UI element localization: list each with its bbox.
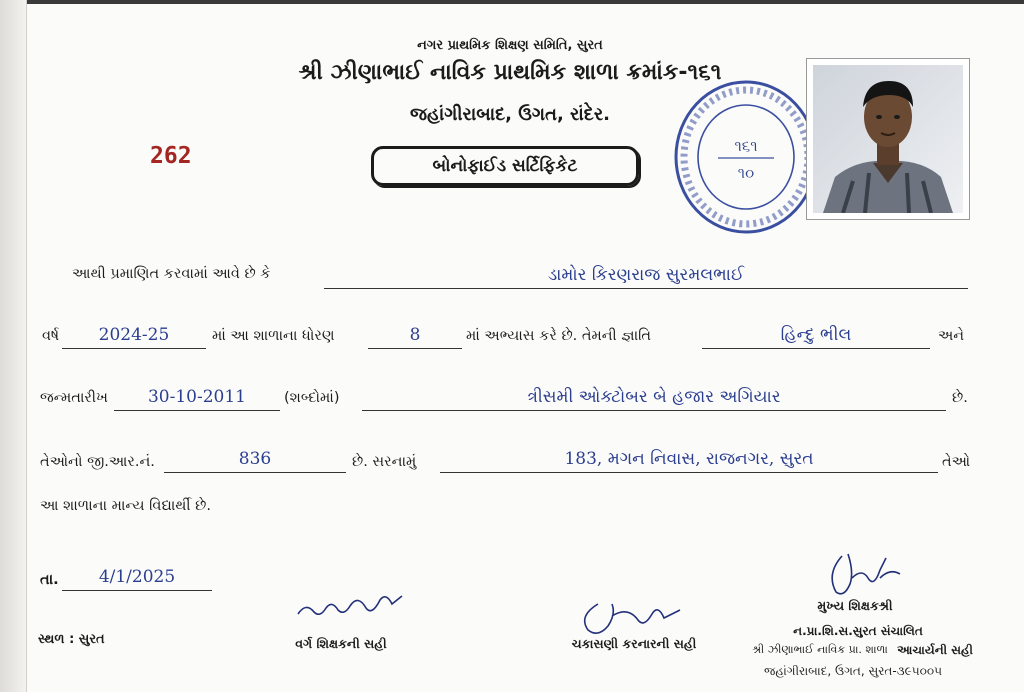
certificate-title: બોનોફાઈડ સર્ટિફિકેટ (371, 146, 639, 186)
caste-field: હિન્દુ ભીલ (702, 326, 930, 349)
they-label: તેઓ (942, 454, 971, 470)
dob-label: જન્મતારીખ (40, 390, 108, 406)
checker-sign-label: ચકાસણી કરનારની સહી (571, 636, 697, 651)
date-label: તા. (40, 572, 59, 588)
principal-title: મુખ્ય શિક્ષકશ્રી (817, 598, 893, 613)
school-name: શ્રી ઝીણાભાઈ નાવિક પ્રાથમિક શાળા ક્રમાંક-૧૬૧ (298, 60, 722, 85)
gr-label: તેઓનો જી.આર.નં. (40, 454, 155, 470)
stamp-number-bottom: ૧૦ (737, 164, 755, 182)
dob-field: 30-10-2011 (114, 388, 280, 411)
class-teacher-sign-label: વર્ગ શિક્ષકની સહી (295, 636, 387, 651)
gr-field: 836 (164, 450, 346, 473)
principal-sign-label: આચાર્યની સહી (897, 643, 973, 657)
std-field: 8 (368, 326, 462, 349)
dob-words-field: ત્રીસમી ઓક્ટોબર બે હજાર અગિયાર (362, 388, 946, 411)
stamp-number-top: ૧૬૧ (734, 137, 758, 155)
student-photo (813, 65, 963, 213)
and-label: અને (938, 328, 965, 344)
address-field: 183, મગન નિવાસ, રાજનગર, સુરત (440, 450, 938, 473)
address-label: છે. સરનામું (352, 454, 417, 470)
serial-number: 262 (150, 143, 192, 169)
place-label: સ્થળ : સુરત (38, 632, 105, 647)
paper-fold (0, 0, 1024, 4)
date-field: 4/1/2025 (62, 568, 212, 591)
committee-name: નગર પ્રાથમિક શિક્ષણ સમિતિ, સુરત (417, 38, 603, 53)
is-label: છે. (952, 390, 968, 406)
class-teacher-signature (292, 586, 412, 626)
checker-signature (568, 596, 688, 640)
school-std-label: માં આ શાળાના ધોરણ (212, 328, 335, 344)
principal-signature (822, 548, 912, 598)
intro-label: આથી પ્રમાણિત કરવામાં આવે છે કે (72, 266, 271, 282)
principal-school: શ્રી ઝીણાભાઈ નાવિક પ્રા. શાળા (752, 643, 888, 656)
closing-text: આ શાળાના માન્ય વિદ્યાર્થી છે. (40, 498, 211, 514)
student-name-field: ડામોર કિરણરાજ સુરમલભાઈ (324, 266, 968, 289)
year-field: 2024-25 (62, 326, 206, 349)
student-photo-frame (806, 58, 970, 220)
school-address: જહાંગીરાબાદ, ઉગત, રાંદેર. (410, 104, 610, 125)
study-caste-label: માં અભ્યાસ કરે છે. તેમની જ્ઞાતિ (466, 328, 652, 344)
school-stamp (672, 78, 820, 236)
principal-address: જહાંગીરાબાદ, ઉગત, સુરત-૩૯૫૦૦૫ (763, 664, 942, 678)
in-words-label: (શબ્દોમાં) (284, 390, 340, 406)
paper-edge (0, 0, 27, 692)
principal-org: ન.પ્રા.શિ.સ.સુરત સંચાલિત (793, 624, 923, 638)
year-label: વર્ષ (42, 328, 60, 344)
